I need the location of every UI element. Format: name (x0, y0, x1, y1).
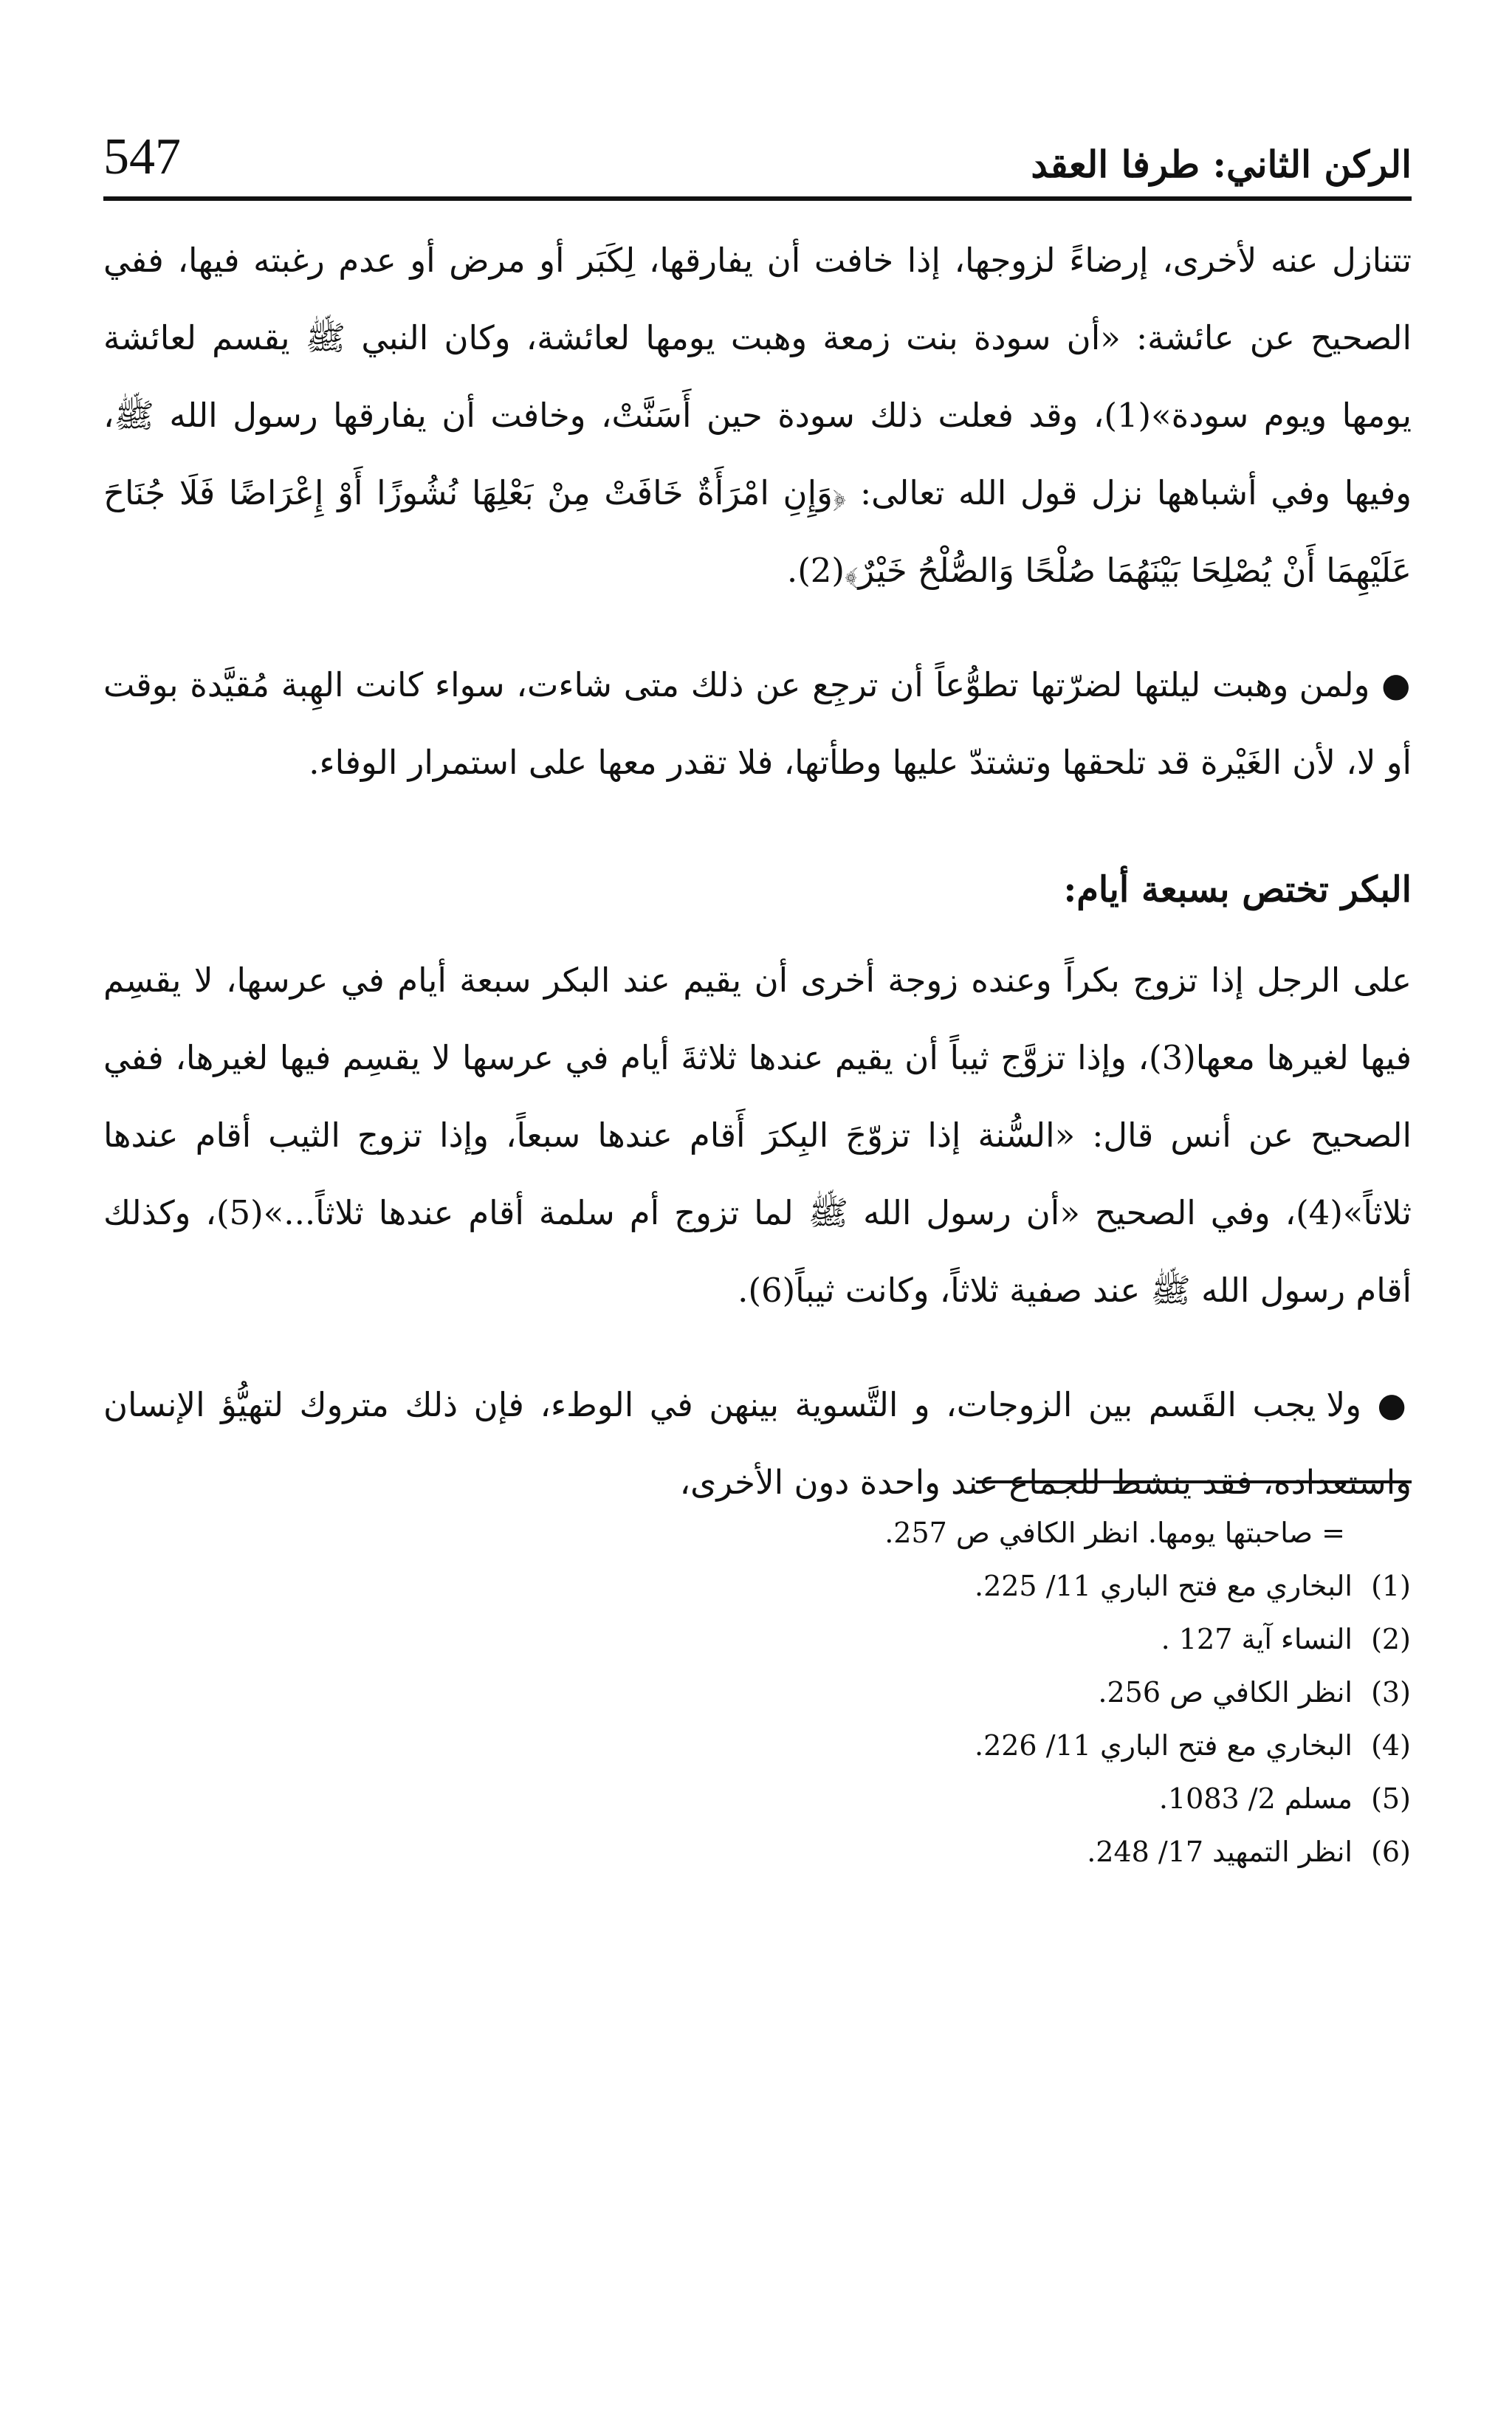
footnote-text: انظر الكافي ص 256. (1098, 1676, 1353, 1709)
section-heading: البكر تختص بسبعة أيام: (1063, 869, 1412, 910)
header-divider (103, 196, 1412, 201)
footnote-number: (5) (1371, 1782, 1411, 1815)
footnote-6 (103, 1825, 1412, 1878)
footnote-number: (3) (1371, 1676, 1411, 1709)
footnote-number: (4) (1371, 1729, 1411, 1762)
footnote-text: النساء آية 127 . (1161, 1623, 1353, 1655)
footnote-text: البخاري مع فتح الباري 11/ 225. (974, 1570, 1353, 1602)
footnote-number: (2) (1371, 1623, 1411, 1655)
page-number: 547 (103, 128, 181, 185)
page-header (103, 124, 1412, 186)
footnote-continuation: = صاحبتها يومها. انظر الكافي ص 257. (884, 1517, 1345, 1549)
footnote-1 (103, 1559, 1412, 1613)
footnote-number: (6) (1371, 1836, 1411, 1868)
paragraph-3: على الرجل إذا تزوج بكراً وعنده زوجة أخرى أن يقيم عند البكر سبعة أيام في عرسها، لا يقسِم فيها لغيرها معها(3)، وإذا تزوَّج ثيباً أن يقيم عندها ثلاثةَ أيام في عرسها لا يقسِم فيها لغيرها، ففي الصحيح عن أنس قال: «السُّنة إذا تزوّجَ البِكرَ أَقام عندها سبعاً، وإذا تزوج الثيب أقام عندها ثلاثاً»(4)، وفي الصحيح «أن رسول الله ﷺ لما تزوج أم سلمة أقام عندها ثلاثاً...»(5)، وكذلك أقام رسول الله ﷺ عند صفية ثلاثاً، وكانت ثيباً(6). (103, 961, 1412, 1310)
footnote-text: البخاري مع فتح الباري 11/ 226. (974, 1729, 1353, 1762)
paragraph-2-bullet: ● ولمن وهبت ليلتها لضرّتها تطوُّعاً أن ترجِع عن ذلك متى شاءت، سواء كانت الهِبة مُقيَّدة بوقت أو لا، لأن الغَيْرة قد تلحقها وتشتدّ عليها وطأتها، فلا تقدر معها على استمرار الوفاء. (103, 646, 1412, 801)
footnote-text: انظر التمهيد 17/ 248. (1087, 1836, 1353, 1868)
footnote-text: مسلم 2/ 1083. (1158, 1782, 1353, 1815)
footnote-5 (103, 1772, 1412, 1825)
main-text (103, 222, 1412, 1521)
footnote-4 (103, 1719, 1412, 1772)
footnote-number: (1) (1371, 1570, 1411, 1602)
running-title: الركن الثاني: طرفا العقد (1031, 143, 1412, 186)
footnote-2 (103, 1613, 1412, 1666)
footnotes (103, 1506, 1412, 1878)
paragraph-4-bullet: ● ولا يجب القَسم بين الزوجات، و التَّسوية بينهن في الوطء، فإن ذلك متروك لتهيُّؤ الإنسان واستعداده، فقد ينشط للجماع عند واحدة دون الأخرى، (103, 1366, 1412, 1521)
footnote-divider (976, 1480, 1412, 1483)
footnote-3 (103, 1666, 1412, 1719)
paragraph-1: تتنازل عنه لأخرى، إرضاءً لزوجها، إذا خافت أن يفارقها، لِكَبَر أو مرض أو عدم رغبته فيها، ففي الصحيح عن عائشة: «أن سودة بنت زمعة وهبت يومها لعائشة، وكان النبي ﷺ يقسم لعائشة يومها ويوم سودة»(1)، وقد فعلت ذلك سودة حين أَسَنَّتْ، وخافت أن يفارقها رسول الله ﷺ، وفيها وفي أشباهها نزل قول الله تعالى: ﴿وَإِنِ امْرَأَةٌ خَافَتْ مِنْ بَعْلِهَا نُشُوزًا أَوْ إِعْرَاضًا فَلَا جُنَاحَ عَلَيْهِمَا أَنْ يُصْلِحَا بَيْنَهُمَا صُلْحًا وَالصُّلْحُ خَيْرٌ﴾(2). (103, 241, 1412, 590)
